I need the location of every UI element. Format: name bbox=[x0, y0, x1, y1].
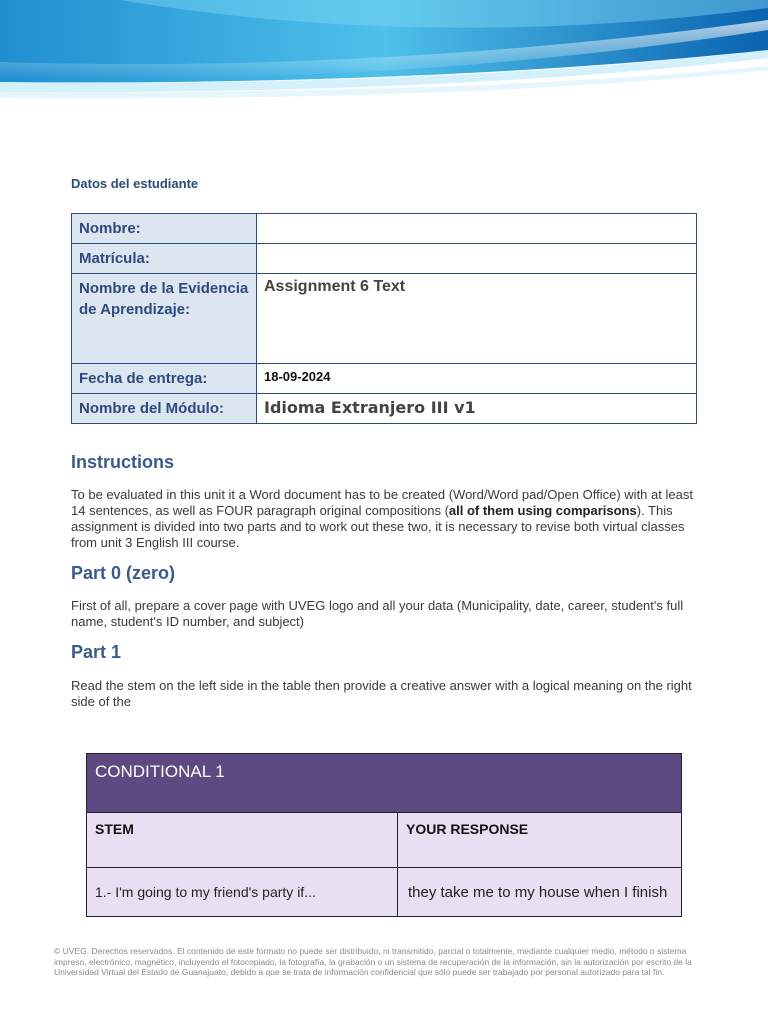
instructions-text-before: To be evaluated in this unit it a Word document has to be created (Word/Word pad/Open Office) with at least 14 sentences, as well as FOUR paragraph original compositions ( bbox=[71, 487, 693, 518]
matricula-label: Matrícula: bbox=[72, 244, 257, 274]
evidencia-value: Assignment 6 Text bbox=[264, 278, 406, 295]
modulo-value: Idioma Extranjero III v1 bbox=[264, 398, 476, 417]
modulo-label: Nombre del Módulo: bbox=[72, 394, 257, 424]
modulo-cell[interactable] bbox=[257, 394, 697, 424]
response-column-header: YOUR RESPONSE bbox=[398, 813, 682, 868]
part1-heading: Part 1 bbox=[71, 642, 122, 662]
evidencia-label: Nombre de la Evidencia de Aprendizaje: bbox=[72, 274, 257, 364]
nombre-label: Nombre: bbox=[72, 214, 257, 244]
student-info-table bbox=[71, 213, 697, 424]
instructions-heading: Instructions bbox=[71, 452, 175, 472]
fecha-label: Fecha de entrega: bbox=[72, 364, 257, 394]
instructions-text bbox=[71, 487, 701, 551]
part0-heading: Part 0 (zero) bbox=[71, 563, 176, 583]
matricula-value[interactable] bbox=[257, 244, 697, 274]
copyright-footer: © UVEG. Derechos reservados. El contenido de este formato no puede ser distribuido, ni transmitido, parcial o totalmente, mediante cualquier medio, método o sistema impreso, electrónico, magnético, incluyendo el fotocopiado, la fotografía, la grabación o un sistema de recuperación de la información, sin la autorización por escrito de la Universidad Virtual del Estado de Guanajuato, debido a que se trata de información confidencial que sólo puede ser trabajado por personal autorizado para tal fin. bbox=[54, 946, 692, 977]
nombre-value[interactable] bbox=[257, 214, 697, 244]
instructions-text-after: ). This assignment is divided into two parts and to work out these two, it is necessary to revise both virtual classes from unit 3 English III course. bbox=[71, 503, 685, 550]
instructions-text-bold: all of them using comparisons bbox=[448, 503, 637, 518]
evidencia-cell[interactable] bbox=[257, 274, 697, 364]
student-data-heading: Datos del estudiante bbox=[71, 176, 199, 191]
fecha-cell[interactable] bbox=[257, 364, 697, 394]
part0-text: First of all, prepare a cover page with UVEG logo and all your data (Municipality, date, career, student's full name, student's ID number, and subject) bbox=[71, 598, 684, 629]
stem-cell: 1.- I'm going to my friend's party if... bbox=[87, 868, 398, 917]
stem-column-header: STEM bbox=[87, 813, 398, 868]
header-banner bbox=[0, 0, 768, 100]
response-cell[interactable]: they take me to my house when I finish bbox=[398, 868, 682, 917]
table-row bbox=[87, 868, 682, 917]
conditional-title: CONDITIONAL 1 bbox=[87, 754, 682, 813]
part1-text: Read the stem on the left side in the table then provide a creative answer with a logical meaning on the right side of the bbox=[71, 678, 692, 709]
fecha-value: 18-09-2024 bbox=[264, 369, 331, 384]
conditional-table bbox=[86, 753, 682, 917]
